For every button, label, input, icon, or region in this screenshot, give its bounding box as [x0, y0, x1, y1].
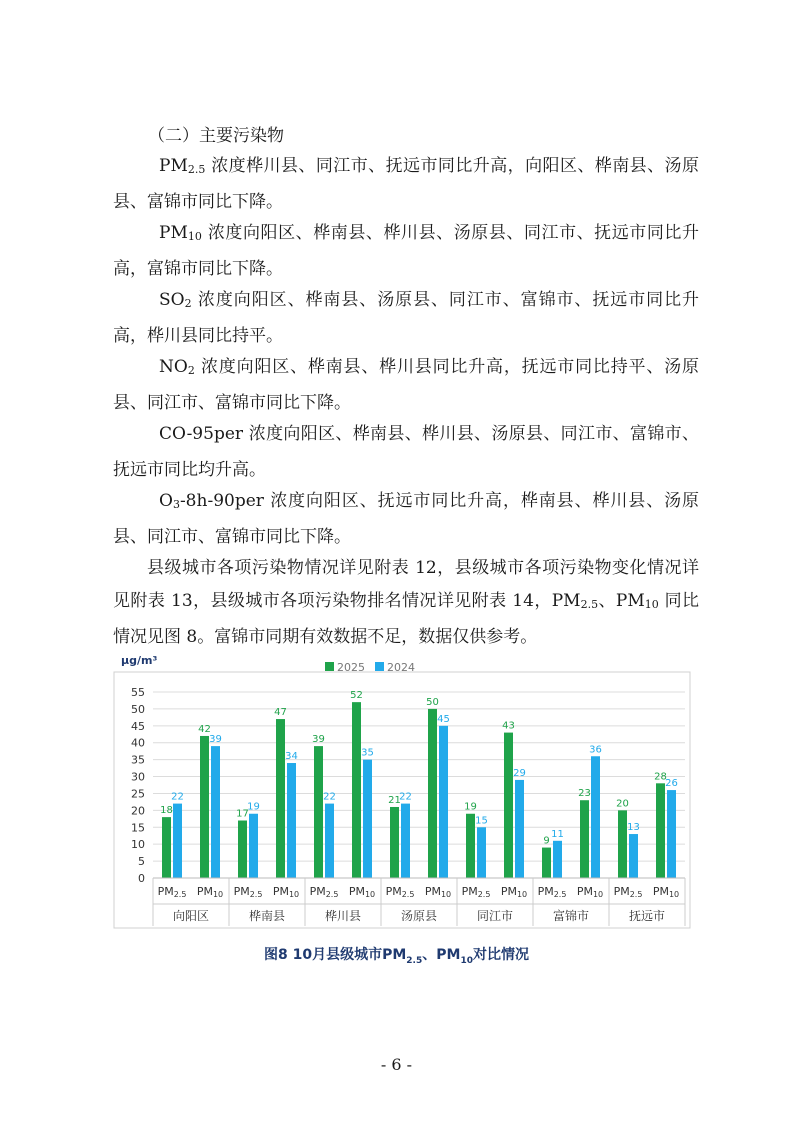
- paragraph-pm10: $PM_{10}$ 浓度向阳区、桦南县、桦川县、汤原县、同江市、抚远市同比升高，富锦市同比下降。: [113, 223, 699, 279]
- data-label-2025: 20: [616, 798, 629, 810]
- paragraph-pm25: $PM_{2.5}$ 浓度桦川县、同江市、抚远市同比升高，向阳区、桦南县、汤原县、富锦市同比下降。: [113, 156, 699, 212]
- bar-2024: [667, 790, 676, 878]
- y-tick-label: 40: [131, 736, 145, 750]
- x-group-label: 同江市: [476, 909, 514, 923]
- data-label-2024: 13: [627, 822, 640, 834]
- x-group-label: 富锦市: [552, 909, 590, 923]
- x-subcategory-label: PM2.5: [537, 885, 567, 899]
- data-label-2024: 26: [665, 778, 678, 790]
- bar-2025: [162, 817, 171, 878]
- data-label-2024: 22: [323, 791, 336, 803]
- data-label-2024: 34: [285, 751, 298, 763]
- data-label-2024: 22: [171, 791, 184, 803]
- y-tick-label: 15: [131, 821, 145, 835]
- bar-2025: [580, 800, 589, 878]
- paragraph-o3: $O_3-8h-90per$ 浓度向阳区、抚远市同比升高，桦南县、桦川县、汤原县、同江市、富锦市同比下降。: [113, 491, 699, 547]
- bar-2024: [211, 746, 220, 878]
- y-tick-label: 20: [131, 804, 145, 818]
- x-subcategory-label: PM10: [652, 885, 680, 899]
- bar-2025: [618, 810, 627, 878]
- x-group-label: 桦川县: [324, 909, 362, 923]
- data-label-2024: 35: [361, 747, 374, 759]
- y-tick-label: 0: [138, 872, 145, 885]
- y-tick-label: 50: [131, 702, 145, 716]
- x-subcategory-label: PM10: [424, 885, 452, 899]
- bar-2024: [591, 756, 600, 878]
- bar-2025: [428, 709, 437, 878]
- data-label-2025: 21: [388, 794, 401, 806]
- x-subcategory-label: PM2.5: [309, 885, 339, 899]
- x-subcategory-label: PM10: [348, 885, 376, 899]
- y-axis-unit-label: μg/m³: [121, 654, 158, 667]
- bar-2024: [363, 760, 372, 878]
- data-label-2025: 39: [312, 734, 325, 746]
- x-subcategory-label: PM10: [196, 885, 224, 899]
- bar-2025: [238, 821, 247, 878]
- data-label-2024: 15: [475, 815, 488, 827]
- legend-swatch-2025: [325, 662, 334, 671]
- legend-label-2025: 2025: [337, 661, 365, 674]
- data-label-2025: 17: [236, 808, 249, 820]
- data-label-2025: 52: [350, 690, 363, 702]
- bar-2024: [325, 804, 334, 878]
- y-tick-label: 25: [131, 787, 145, 801]
- x-subcategory-label: PM10: [576, 885, 604, 899]
- bar-2024: [173, 804, 182, 878]
- x-group-label: 汤原县: [400, 909, 438, 923]
- legend-label-2024: 2024: [387, 661, 415, 674]
- bar-2024: [439, 726, 448, 878]
- paragraph-so2: $SO_2$ 浓度向阳区、桦南县、汤原县、同江市、富锦市、抚远市同比升高，桦川县同比持平。: [113, 290, 699, 346]
- bar-2024: [401, 804, 410, 878]
- x-subcategory-label: PM2.5: [233, 885, 263, 899]
- data-label-2025: 23: [578, 788, 591, 800]
- bar-2024: [249, 814, 258, 878]
- summary-paragraph: 县级城市各项污染物情况详见附表 12，县级城市各项污染物变化情况详见附表 13，县级城市各项污染物排名情况详见附表 14，$PM_{2.5}$、$PM_{10}$ 同比情况见图 8。富锦市同期有效数据不足，数据仅供参考。: [113, 558, 699, 647]
- figure-caption: 图8 10月县级城市$PM_{2.5}$、$PM_{10}$对比情况: [264, 947, 529, 966]
- data-label-2025: 28: [654, 771, 667, 783]
- x-subcategory-label: PM2.5: [613, 885, 643, 899]
- x-subcategory-label: PM2.5: [385, 885, 415, 899]
- bar-2025: [314, 746, 323, 878]
- data-label-2024: 36: [589, 744, 602, 756]
- data-label-2024: 19: [247, 801, 260, 813]
- bar-2024: [515, 780, 524, 878]
- y-tick-label: 30: [131, 770, 145, 784]
- bar-2024: [287, 763, 296, 878]
- bar-2025: [466, 814, 475, 878]
- y-tick-label: 45: [131, 719, 145, 733]
- data-label-2025: 19: [464, 801, 477, 813]
- data-label-2024: 11: [551, 828, 564, 840]
- bar-2025: [200, 736, 209, 878]
- data-label-2024: 39: [209, 734, 222, 746]
- section-heading: （二）主要污染物: [148, 126, 284, 146]
- page-number: - 6 -: [380, 1055, 413, 1074]
- bar-chart-svg: [113, 650, 693, 930]
- data-label-2024: 22: [399, 791, 412, 803]
- x-group-label: 向阳区: [172, 909, 210, 923]
- y-tick-label: 35: [131, 753, 145, 767]
- pm-comparison-chart: [113, 650, 693, 930]
- x-subcategory-label: PM10: [500, 885, 528, 899]
- bar-2025: [390, 807, 399, 878]
- bar-2024: [477, 827, 486, 878]
- legend-swatch-2024: [375, 662, 384, 671]
- data-label-2025: 9: [543, 835, 550, 847]
- x-subcategory-label: PM2.5: [157, 885, 187, 899]
- bar-2024: [553, 841, 562, 878]
- x-group-label: 桦南县: [248, 909, 286, 923]
- bar-2024: [629, 834, 638, 878]
- x-subcategory-label: PM10: [272, 885, 300, 899]
- bar-2025: [504, 733, 513, 878]
- y-tick-label: 5: [138, 855, 145, 869]
- y-tick-label: 10: [131, 838, 145, 852]
- bar-2025: [352, 702, 361, 878]
- data-label-2025: 47: [274, 707, 287, 719]
- data-label-2025: 43: [502, 720, 515, 732]
- data-label-2025: 18: [160, 805, 173, 817]
- data-label-2024: 45: [437, 713, 450, 725]
- paragraph-co: CO-95per 浓度向阳区、桦南县、桦川县、汤原县、同江市、富锦市、抚远市同比均升高。: [113, 424, 699, 480]
- bar-2025: [276, 719, 285, 878]
- y-tick-label: 55: [131, 686, 145, 699]
- data-label-2025: 42: [198, 723, 211, 735]
- x-subcategory-label: PM2.5: [461, 885, 491, 899]
- x-group-label: 抚远市: [628, 909, 666, 923]
- data-label-2024: 29: [513, 767, 526, 779]
- data-label-2025: 50: [426, 696, 439, 708]
- bar-2025: [656, 783, 665, 878]
- bar-2025: [542, 848, 551, 878]
- paragraph-no2: $NO_2$ 浓度向阳区、桦南县、桦川县同比升高，抚远市同比持平、汤原县、同江市、富锦市同比下降。: [113, 357, 699, 413]
